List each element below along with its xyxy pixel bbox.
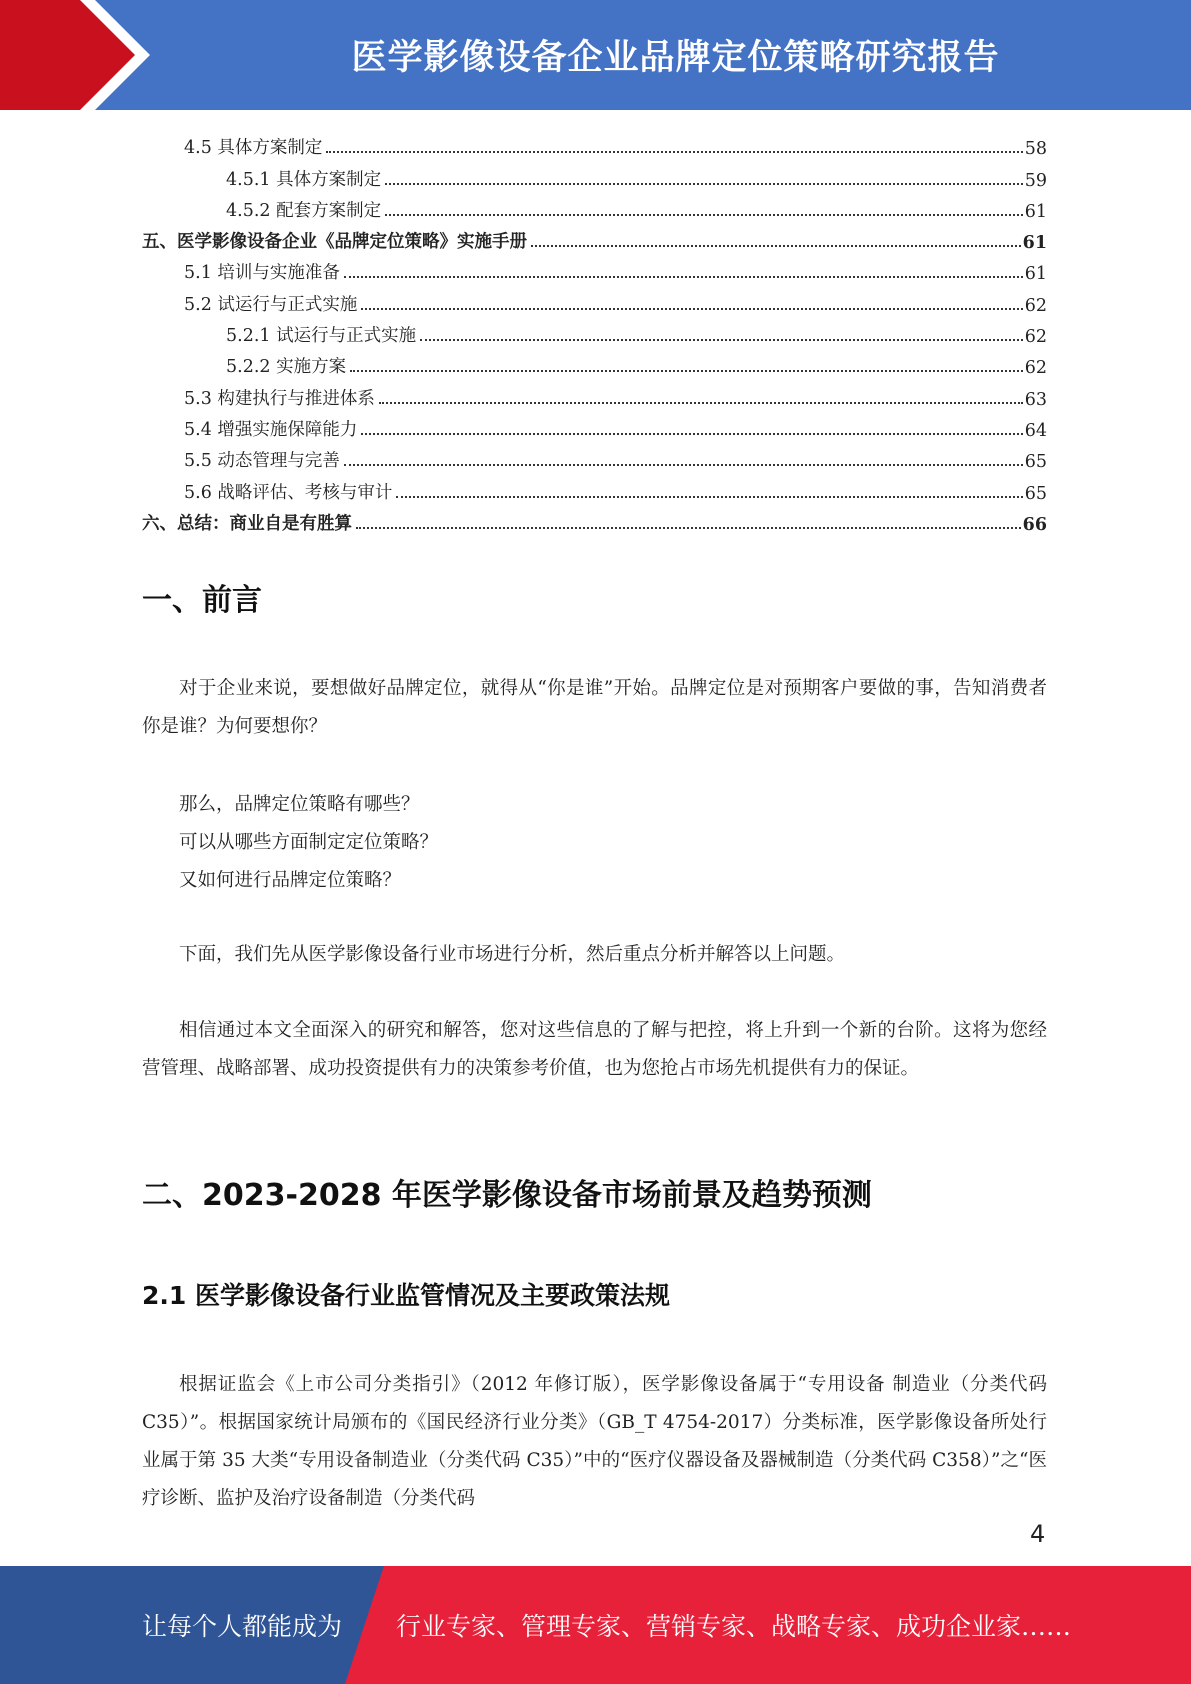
toc-entry[interactable]	[142, 316, 1047, 347]
toc-entry-label: 5.3 构建执行与推进体系	[184, 388, 375, 409]
toc-entry[interactable]	[142, 159, 1047, 190]
toc-entry-label: 5.1 培训与实施准备	[184, 263, 340, 284]
header-arrow-decoration	[0, 0, 160, 110]
toc-entry-label: 六、总结：商业自是有胜算	[142, 513, 352, 534]
preface-paragraph-2: 下面，我们先从医学影像设备行业市场进行分析，然后重点分析并解答以上问题。	[179, 944, 846, 965]
toc-entry-label: 4.5 具体方案制定	[184, 138, 323, 159]
toc-dot-leader	[396, 496, 1022, 498]
toc-entry-page: 62	[1024, 295, 1047, 316]
preface-paragraph-1: 对于企业来说，要想做好品牌定位，就得从“你是谁”开始。品牌定位是对预期客户要做的事，告知消费者你是谁？为何要想你？	[142, 678, 1047, 737]
preface-question-1: 那么，品牌定位策略有哪些？	[179, 794, 420, 815]
toc-entry-page: 59	[1024, 170, 1047, 191]
footer-slogan-left: 让每个人都能成为	[142, 1612, 343, 1641]
toc-entry-page: 63	[1024, 389, 1047, 410]
toc-entry-page: 65	[1024, 452, 1047, 473]
toc-entry-label: 5.6 战略评估、考核与审计	[184, 482, 393, 503]
toc-entry-page: 62	[1024, 327, 1047, 348]
toc-entry-label: 4.5.1 具体方案制定	[226, 169, 382, 190]
footer-slogan-right: 行业专家、管理专家、营销专家、战略专家、成功企业家……	[396, 1612, 1072, 1641]
toc-entry-label: 5.5 动态管理与完善	[184, 451, 340, 472]
toc-entry-page: 61	[1024, 264, 1047, 285]
toc-entry-label: 5.2 试运行与正式实施	[184, 294, 358, 315]
toc-entry-page: 62	[1024, 358, 1047, 379]
toc-dot-leader	[326, 151, 1022, 153]
toc-dot-leader	[361, 433, 1022, 435]
toc-dot-leader	[344, 276, 1023, 278]
toc-entry[interactable]	[142, 284, 1047, 315]
toc-entry-label: 5.2.1 试运行与正式实施	[226, 326, 417, 347]
toc-entry[interactable]	[142, 222, 1047, 253]
toc-entry-page: 66	[1022, 514, 1047, 535]
toc-entry[interactable]	[142, 347, 1047, 378]
toc-dot-leader	[350, 370, 1023, 372]
toc-dot-leader	[356, 527, 1021, 529]
toc-dot-leader	[531, 245, 1021, 247]
toc-entry-page: 58	[1024, 139, 1047, 160]
preface-question-2: 可以从哪些方面制定定位策略？	[179, 832, 439, 853]
toc-dot-leader	[420, 339, 1023, 341]
page-footer	[0, 1566, 1191, 1684]
preface-paragraph-3: 相信通过本文全面深入的研究和解答，您对这些信息的了解与把控，将上升到一个新的台阶。这将为您经营管理、战略部署、成功投资提供有力的决策参考价值，也为您抢占市场先机提供有力的保证。	[142, 1020, 1047, 1079]
toc-entry[interactable]	[142, 191, 1047, 222]
regulation-paragraph: 根据证监会《上市公司分类指引》（2012 年修订版），医学影像设备属于“专用设备 制造业（分类代码 C35）”。根据国家统计局颁布的《国民经济行业分类》（GB_T 4754-2017）分类标准，医学影像设备所处行业属于第 35 大类“专用设备制造业（分类代码 C35）”中的“医疗仪器设备及器械制造（分类代码 C358）”之“医疗诊断、监护及治疗设备制造（分类代码	[142, 1374, 1047, 1509]
section-heading-market-outlook: 二、2023-2028 年医学影像设备市场前景及趋势预测	[142, 1178, 872, 1213]
toc-dot-leader	[385, 214, 1023, 216]
toc-entry-page: 61	[1024, 201, 1047, 222]
report-title: 医学影像设备企业品牌定位策略研究报告	[351, 38, 1000, 78]
toc-entry[interactable]	[142, 472, 1047, 503]
toc-dot-leader	[344, 464, 1023, 466]
page-number: 4	[1030, 1520, 1046, 1548]
toc-entry-label: 5.2.2 实施方案	[226, 357, 347, 378]
toc-dot-leader	[385, 183, 1023, 185]
section-heading-preface: 一、前言	[142, 583, 262, 618]
toc-entry[interactable]	[142, 410, 1047, 441]
preface-question-3: 又如何进行品牌定位策略？	[179, 870, 402, 891]
toc-entry-page: 65	[1024, 483, 1047, 504]
toc-entry-label: 4.5.2 配套方案制定	[226, 200, 382, 221]
toc-entry[interactable]	[142, 441, 1047, 472]
toc-entry[interactable]	[142, 378, 1047, 409]
page-header	[0, 0, 1191, 110]
toc-dot-leader	[379, 402, 1023, 404]
toc-entry-page: 61	[1022, 233, 1047, 254]
toc-dot-leader	[361, 308, 1022, 310]
toc-entry[interactable]	[142, 504, 1047, 535]
toc-entry[interactable]	[142, 128, 1047, 159]
toc-entry[interactable]	[142, 253, 1047, 284]
toc-entry-label: 5.4 增强实施保障能力	[184, 419, 358, 440]
table-of-contents	[142, 128, 1047, 535]
subsection-heading-regulation: 2.1 医学影像设备行业监管情况及主要政策法规	[142, 1281, 670, 1310]
toc-entry-label: 五、医学影像设备企业《品牌定位策略》实施手册	[142, 232, 527, 253]
toc-entry-page: 64	[1024, 420, 1047, 441]
